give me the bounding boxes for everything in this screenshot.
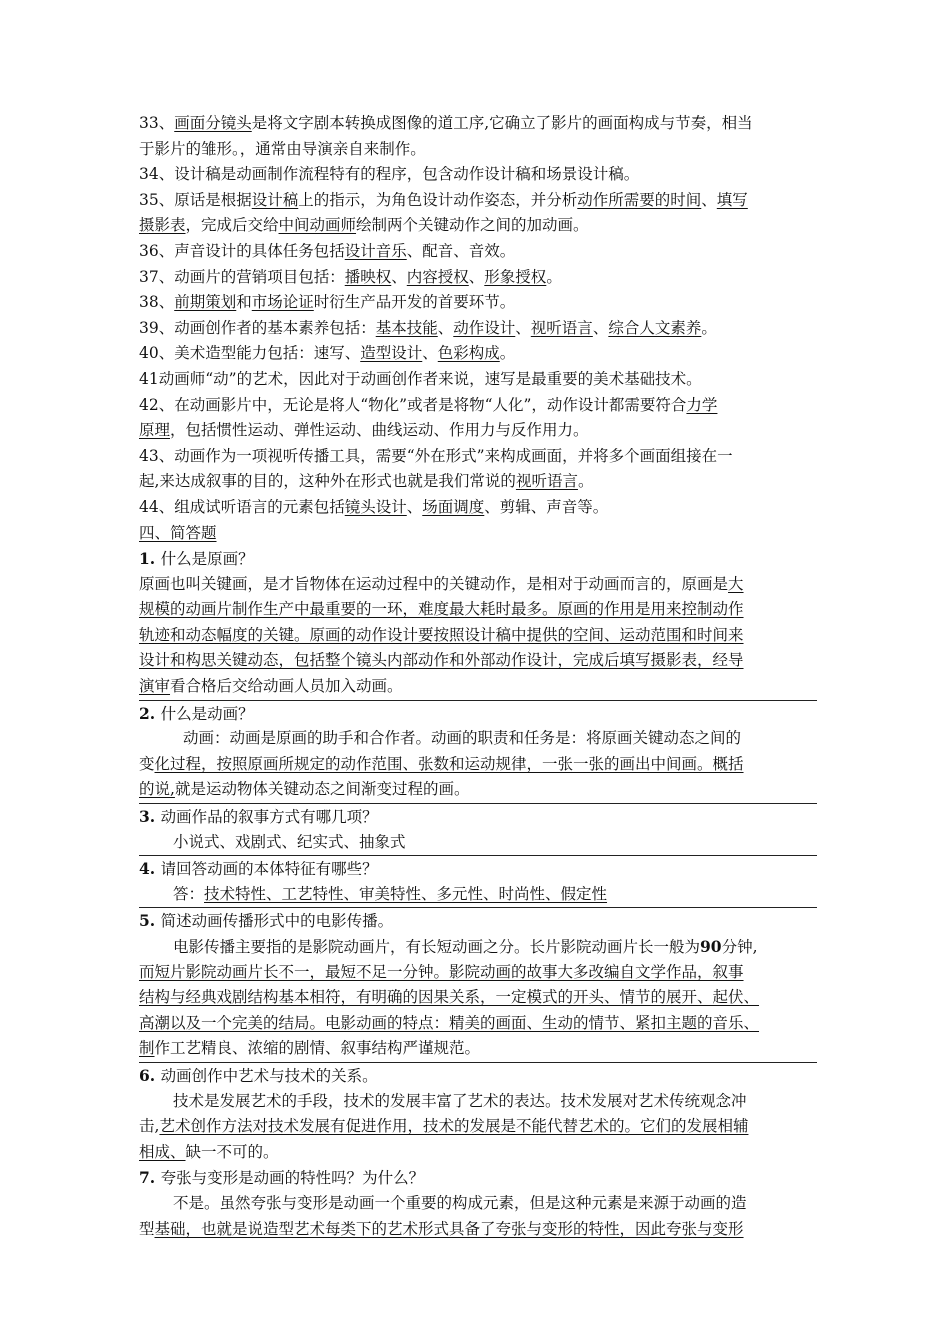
text-segment: 90 — [700, 937, 722, 956]
text-segment: 动画创作中艺术与技术的关系。 — [160, 1066, 378, 1085]
text-line — [139, 597, 817, 623]
underlined-answer: 基本技能 — [375, 318, 438, 337]
text-segment: 。 — [701, 318, 717, 337]
text-line — [139, 1063, 817, 1089]
text-segment: 是将文字剧本转换成图像的道工序,它确立了影片的画面构成与节奏，相当 — [251, 114, 753, 132]
text-segment: 、 — [468, 267, 485, 286]
underlined-answer: 动作设计 — [453, 318, 516, 337]
underlined-answer: 场面调度 — [422, 497, 485, 516]
underlined-answer: 镜头设计 — [344, 497, 407, 516]
text-segment: 41动画师“动”的艺术，因此对于动画创作者来说，速写是最重要的美术基础技术。 — [139, 369, 702, 388]
text-segment: 夸张与变形是动画的特性吗？为什么？ — [160, 1169, 425, 1188]
text-line — [139, 1217, 817, 1243]
underlined-answer: 的说, — [139, 780, 175, 799]
text-line — [139, 341, 817, 367]
text-line — [139, 265, 817, 291]
text-line — [139, 856, 817, 882]
text-segment: 什么是动画？ — [160, 704, 254, 723]
underlined-answer: 视听语言 — [530, 318, 593, 337]
text-segment: 看合格后交给动画人员加入动画。 — [170, 677, 403, 696]
text-line — [139, 1089, 817, 1115]
text-line — [139, 726, 817, 752]
text-segment: 分钟, — [721, 938, 758, 956]
text-segment: 小说式、戏剧式、纪实式、抽象式 — [173, 832, 406, 851]
text-segment: 43、动画作为一项视听传播工具，需要“外在形式”来构成画面，并将多个画面组接在一 — [139, 446, 733, 465]
text-line — [139, 960, 817, 986]
text-line — [139, 572, 817, 598]
underlined-answer: 形象授权 — [484, 267, 547, 286]
text-line — [139, 804, 817, 830]
text-line — [139, 521, 817, 547]
text-line — [139, 546, 817, 572]
text-segment: 37、动画片的营销项目包括： — [139, 267, 345, 286]
text-segment: 7. — [139, 1168, 161, 1188]
text-segment: 4. — [139, 859, 161, 879]
underlined-answer: 基础，也就是说造型艺术每类下的艺术形式具备了夸张与变形的特性，因此夸张与变形 — [154, 1219, 744, 1238]
text-line — [139, 137, 817, 163]
text-segment: 变 — [139, 754, 155, 773]
text-segment: ，包括惯性运动、弹性运动、曲线运动、作用力与反作用力。 — [170, 421, 589, 440]
text-segment: 34、设计稿是动画制作流程特有的程序，包含动作设计稿和场景设计稿。 — [139, 165, 640, 184]
text-segment: 42、在动画影片中，无论是将人“物化”或者是将物“人化”，动作设计都需要符合 — [139, 395, 687, 414]
underlined-answer: 制 — [139, 1039, 155, 1058]
underlined-answer: 填写 — [716, 190, 748, 209]
underlined-answer: 高潮以及一个完美的结局。电影动画的特点：精美的画面、生动的情节、紧扣主题的音乐、 — [139, 1013, 760, 1032]
underlined-answer: 内容授权 — [406, 267, 469, 286]
text-segment: 5. — [139, 911, 161, 931]
text-segment: 、 — [515, 318, 531, 337]
text-segment: 39、动画创作者的基本素养包括： — [139, 318, 376, 337]
text-line — [139, 1036, 817, 1063]
text-segment: 时衍生产品开发的首要环节。 — [313, 293, 516, 312]
text-segment: 6. — [139, 1065, 161, 1085]
text-line — [139, 418, 817, 444]
text-line — [139, 367, 817, 393]
text-line — [139, 777, 817, 804]
document-page — [139, 111, 817, 1242]
underlined-answer: 综合人文素养 — [608, 318, 702, 337]
text-line — [139, 623, 817, 649]
underlined-answer: 轨迹和动态幅度的关键。原画的动作设计要按照设计稿中提供的空间、运动范围和时间来 — [139, 625, 744, 644]
text-segment: 和 — [236, 293, 252, 312]
text-segment: 1. — [139, 549, 161, 569]
underlined-answer: 市场论证 — [251, 293, 314, 312]
underlined-answer: 摄影表 — [139, 216, 186, 235]
underlined-answer: 设计和构思关键动态，包括整个镜头内部动作和外部动作设计，完成后填写摄影表，经导 — [139, 651, 744, 670]
underlined-answer: 中间动画师 — [278, 216, 357, 235]
text-segment: 、 — [592, 318, 609, 337]
text-segment: 起,来达成叙事的目的，这种外在形式也就是我们常说的 — [139, 472, 516, 491]
underlined-answer: 动作所需要的时间 — [577, 190, 702, 209]
underlined-answer: 画面分镜头 — [174, 114, 252, 132]
text-segment: 44、组成试听语言的元素包括 — [139, 497, 345, 516]
text-segment: 型 — [139, 1219, 155, 1238]
text-segment: 上的指示，为角色设计动作姿态，并分析 — [298, 190, 578, 209]
underlined-answer: 设计稿 — [251, 190, 299, 209]
text-segment: 、 — [437, 318, 454, 337]
text-line — [139, 648, 817, 674]
underlined-answer: 大 — [728, 574, 744, 593]
underlined-answer: 结构与经典戏剧结构基本相符，有明确的因果关系，一定模式的开头、情节的展开、起伏、 — [139, 988, 760, 1007]
text-segment: 技术是发展艺术的手段，技术的发展丰富了艺术的表达。技术发展对艺术传统观念冲 — [173, 1091, 747, 1110]
text-line — [139, 213, 817, 239]
text-line — [139, 934, 817, 960]
underlined-answer: 力学 — [686, 395, 718, 414]
text-line — [139, 674, 817, 701]
text-segment: 缺一不可的。 — [185, 1142, 279, 1161]
text-line — [139, 393, 817, 419]
text-line — [139, 908, 817, 934]
text-segment: 请回答动画的本体特征有哪些？ — [160, 860, 378, 879]
text-segment: 不是。虽然夸张与变形是动画一个重要的构成元素，但是这种元素是来源于动画的造 — [173, 1193, 747, 1212]
text-line — [139, 1114, 817, 1140]
underlined-answer: 造型设计 — [360, 344, 423, 363]
text-line — [139, 752, 817, 778]
text-segment: 、 — [422, 344, 438, 363]
text-line — [139, 985, 817, 1011]
text-segment: 原画也叫关键画，是才旨物体在运动过程中的关键动作，是相对于动画而言的，原画是 — [139, 574, 729, 593]
text-segment: 动画：动画是原画的助手和合作者。动画的职责和任务是：将原画关键动态之间的 — [183, 729, 742, 748]
text-segment: ，完成后交给 — [185, 216, 279, 235]
underlined-answer: 技术特性、工艺特性、审美特性、多元性、时尚性、假定性 — [204, 884, 608, 903]
text-line — [139, 162, 817, 188]
underlined-answer: 前期策划 — [174, 293, 237, 312]
text-segment: 动画作品的叙事方式有哪几项？ — [160, 808, 378, 827]
underlined-answer: 化过程，按照原画所规定的动作范围、张数和运动规律，一张一张的画出中间画。概括 — [154, 754, 744, 773]
text-segment: 、配音、音效。 — [406, 241, 516, 260]
text-line — [139, 701, 817, 727]
text-segment: 击, — [139, 1117, 160, 1136]
text-line — [139, 444, 817, 470]
underlined-answer: 设计音乐 — [344, 241, 407, 260]
underlined-answer: 演审 — [139, 677, 171, 696]
text-line — [139, 1191, 817, 1217]
text-segment: 3. — [139, 807, 161, 827]
text-segment: 、 — [391, 267, 407, 286]
text-line — [139, 1165, 817, 1191]
text-line — [139, 239, 817, 265]
text-line — [139, 1140, 817, 1166]
text-segment: 38、 — [139, 293, 175, 312]
text-segment: 。 — [546, 267, 562, 286]
underlined-answer: 艺术创作方法对技术发展有促进作用，技术的发展是不能代替艺术的。它们的发展相辅 — [159, 1117, 749, 1136]
text-segment: 于影片的雏形。，通常由导演亲自来制作。 — [139, 139, 426, 158]
text-line — [139, 469, 817, 495]
underlined-answer: 而短片影院动画片长不一，最短不足一分钟。影院动画的故事大多改编自文学作品，叙事 — [139, 962, 744, 981]
underlined-answer: 视听语言 — [515, 472, 578, 491]
text-segment: 作工艺精良、浓缩的剧情、叙事结构严谨规范。 — [154, 1039, 481, 1058]
text-line — [139, 495, 817, 521]
text-segment: 电影传播主要指的是影院动画片，有长短动画之分。长片影院动画片长一般为 — [173, 938, 701, 956]
text-line — [139, 882, 817, 909]
underlined-answer: 规模的动画片制作生产中最重要的一环，难度最大耗时最多。原画的作用是用来控制动作 — [139, 600, 744, 619]
text-line — [139, 830, 817, 857]
text-segment: 、剪辑、声音等。 — [484, 497, 609, 516]
text-segment: 。 — [577, 472, 594, 491]
text-segment: 36、声音设计的具体任务包括 — [139, 241, 345, 260]
underlined-answer: 相成、 — [139, 1142, 186, 1161]
text-line — [139, 290, 817, 316]
underlined-answer: 色彩构成 — [437, 344, 500, 363]
text-segment: 、 — [406, 497, 423, 516]
text-segment: 、 — [701, 190, 717, 209]
text-segment: 绘制两个关键动作之间的加动画。 — [356, 216, 589, 235]
text-segment: 简述动画传播形式中的电影传播。 — [160, 912, 394, 931]
text-segment: 什么是原画？ — [160, 550, 254, 569]
text-segment: 33、 — [139, 114, 175, 132]
underlined-answer: 四、简答题 — [139, 523, 217, 542]
text-line — [139, 316, 817, 342]
text-segment: 就是运动物体关键动态之间渐变过程的画。 — [174, 780, 470, 799]
text-segment: 答： — [173, 884, 205, 903]
text-line — [139, 188, 817, 214]
text-line — [139, 1011, 817, 1037]
text-segment: 35、原话是根据 — [139, 190, 252, 209]
text-line — [139, 111, 817, 137]
underlined-answer: 播映权 — [344, 267, 392, 286]
text-segment: 2. — [139, 703, 161, 723]
underlined-answer: 原理 — [139, 421, 171, 440]
text-segment: 。 — [499, 344, 516, 363]
text-segment: 40、美术造型能力包括：速写、 — [139, 344, 361, 363]
